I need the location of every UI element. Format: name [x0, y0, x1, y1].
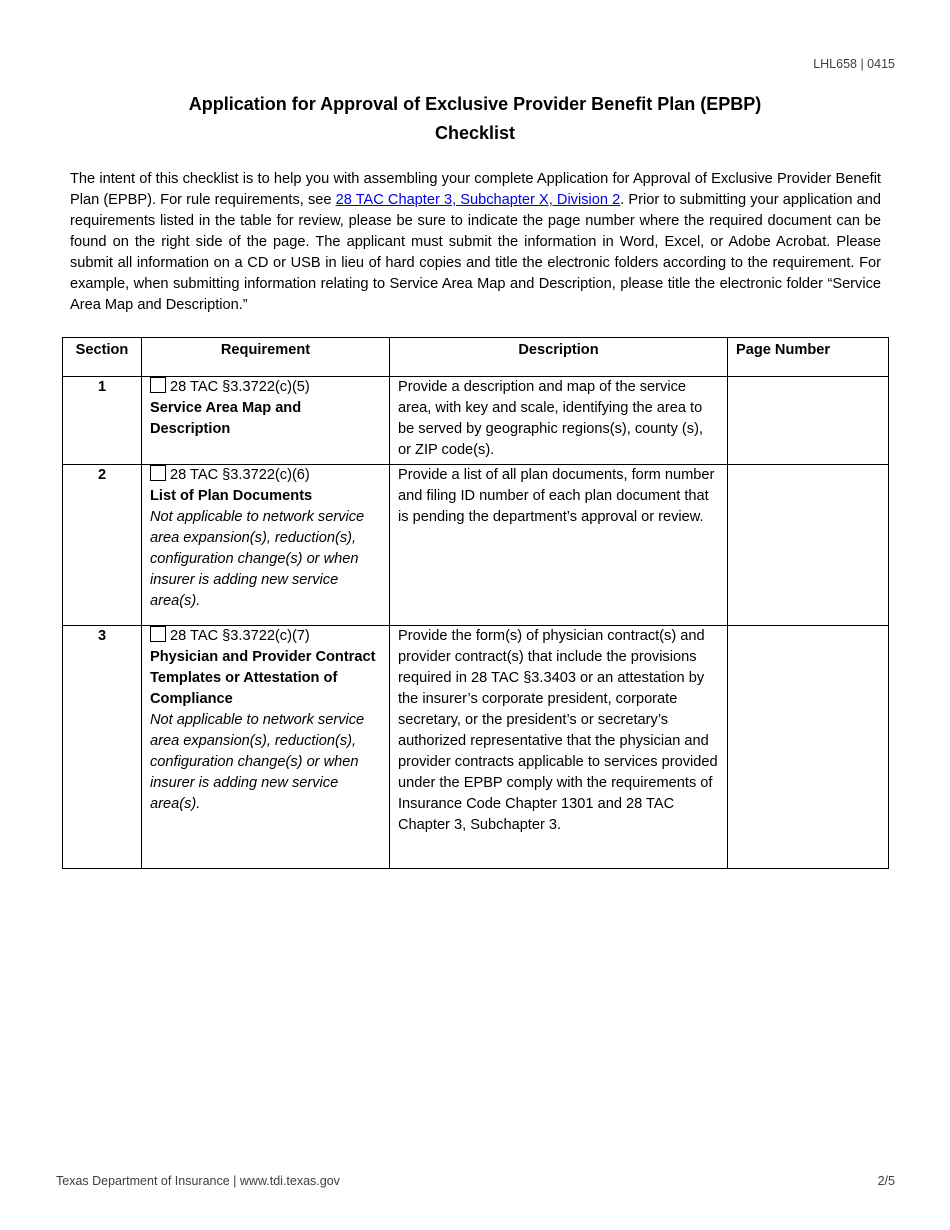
footer-page-number: 2/5: [877, 1174, 895, 1188]
form-code: LHL658 | 0415: [813, 57, 895, 71]
requirement-title: List of Plan Documents: [150, 488, 313, 504]
requirement-checkbox[interactable]: [150, 626, 166, 642]
page-number-cell[interactable]: [728, 377, 889, 465]
table-row: [63, 626, 889, 869]
intro-paragraph: [70, 169, 881, 316]
table-row: [63, 465, 889, 626]
section-number: 3: [63, 626, 142, 869]
page-title-line1: Application for Approval of Exclusive Provider Benefit Plan (EPBP): [188, 94, 762, 114]
requirement-cell: [142, 626, 390, 869]
requirement-note: Not applicable to network service area expansion(s), reduction(s), configuration change(s) or when insurer is adding new service area(s).: [150, 712, 365, 812]
checklist-table: [62, 337, 889, 869]
section-number: 1: [63, 377, 142, 465]
column-header-requirement: Requirement: [142, 338, 390, 377]
description-cell: Provide a description and map of the service area, with key and scale, identifying the area to be served by geographic regions(s), county (s), or ZIP code(s).: [390, 377, 728, 465]
requirement-checkbox[interactable]: [150, 465, 166, 481]
requirement-note: Not applicable to network service area expansion(s), reduction(s), configuration change(s) or when insurer is adding new service area(s).: [150, 509, 365, 609]
requirement-cell: [142, 465, 390, 626]
requirement-rule: 28 TAC §3.3722(c)(6): [170, 467, 310, 483]
requirement-title: Physician and Provider Contract Templates or Attestation of Compliance: [150, 649, 376, 707]
page-title: [0, 90, 950, 148]
requirement-rule: 28 TAC §3.3722(c)(5): [170, 379, 310, 395]
description-cell: Provide the form(s) of physician contract(s) and provider contract(s) that include the provisions required in 28 TAC §3.3403 or an attestation by the insurer’s corporate president, corporate secretary, or the president’s or secretary’s authorized representative that the physician and provider contracts applicable to services provided under the EPBP comply with the requirements of Insurance Code Chapter 1301 and 28 TAC Chapter 3, Subchapter 3.: [390, 626, 728, 869]
column-header-description: Description: [390, 338, 728, 377]
table-header-row: [63, 338, 889, 377]
table-row: [63, 377, 889, 465]
description-cell: Provide a list of all plan documents, form number and filing ID number of each plan document that is pending the department’s approval or review.: [390, 465, 728, 626]
requirement-rule: 28 TAC §3.3722(c)(7): [170, 628, 310, 644]
requirement-cell: [142, 377, 390, 465]
intro-text-after-link: . Prior to submitting your application and requirements listed in the table for review, please be sure to indicate the page number where the required document can be found on the right side of the page. The applicant must submit the information in Word, Excel, or Adobe Acrobat. Please submit all information on a CD or USB in lieu of hard copies and title the electronic folders according to the requirement. For example, when submitting information relating to Service Area Map and Description, please title the electronic folder “Service Area Map and Description.”: [70, 192, 881, 313]
page-number-cell[interactable]: [728, 465, 889, 626]
column-header-section: Section: [63, 338, 142, 377]
footer-organization: Texas Department of Insurance | www.tdi.texas.gov: [56, 1174, 340, 1188]
requirement-title: Service Area Map and Description: [150, 400, 302, 437]
rule-requirements-link[interactable]: 28 TAC Chapter 3, Subchapter X, Division 2: [335, 192, 621, 208]
intro-text-before-link: The intent of this checklist is to help you with assembling your complete Application for Approval of Exclusive Provider Benefit Plan (EPBP). For rule requirements, see: [70, 171, 881, 208]
section-number: 2: [63, 465, 142, 626]
page-number-cell[interactable]: [728, 626, 889, 869]
column-header-page-number: Page Number: [728, 338, 889, 377]
requirement-checkbox[interactable]: [150, 377, 166, 393]
page-title-line2: Checklist: [434, 123, 516, 143]
